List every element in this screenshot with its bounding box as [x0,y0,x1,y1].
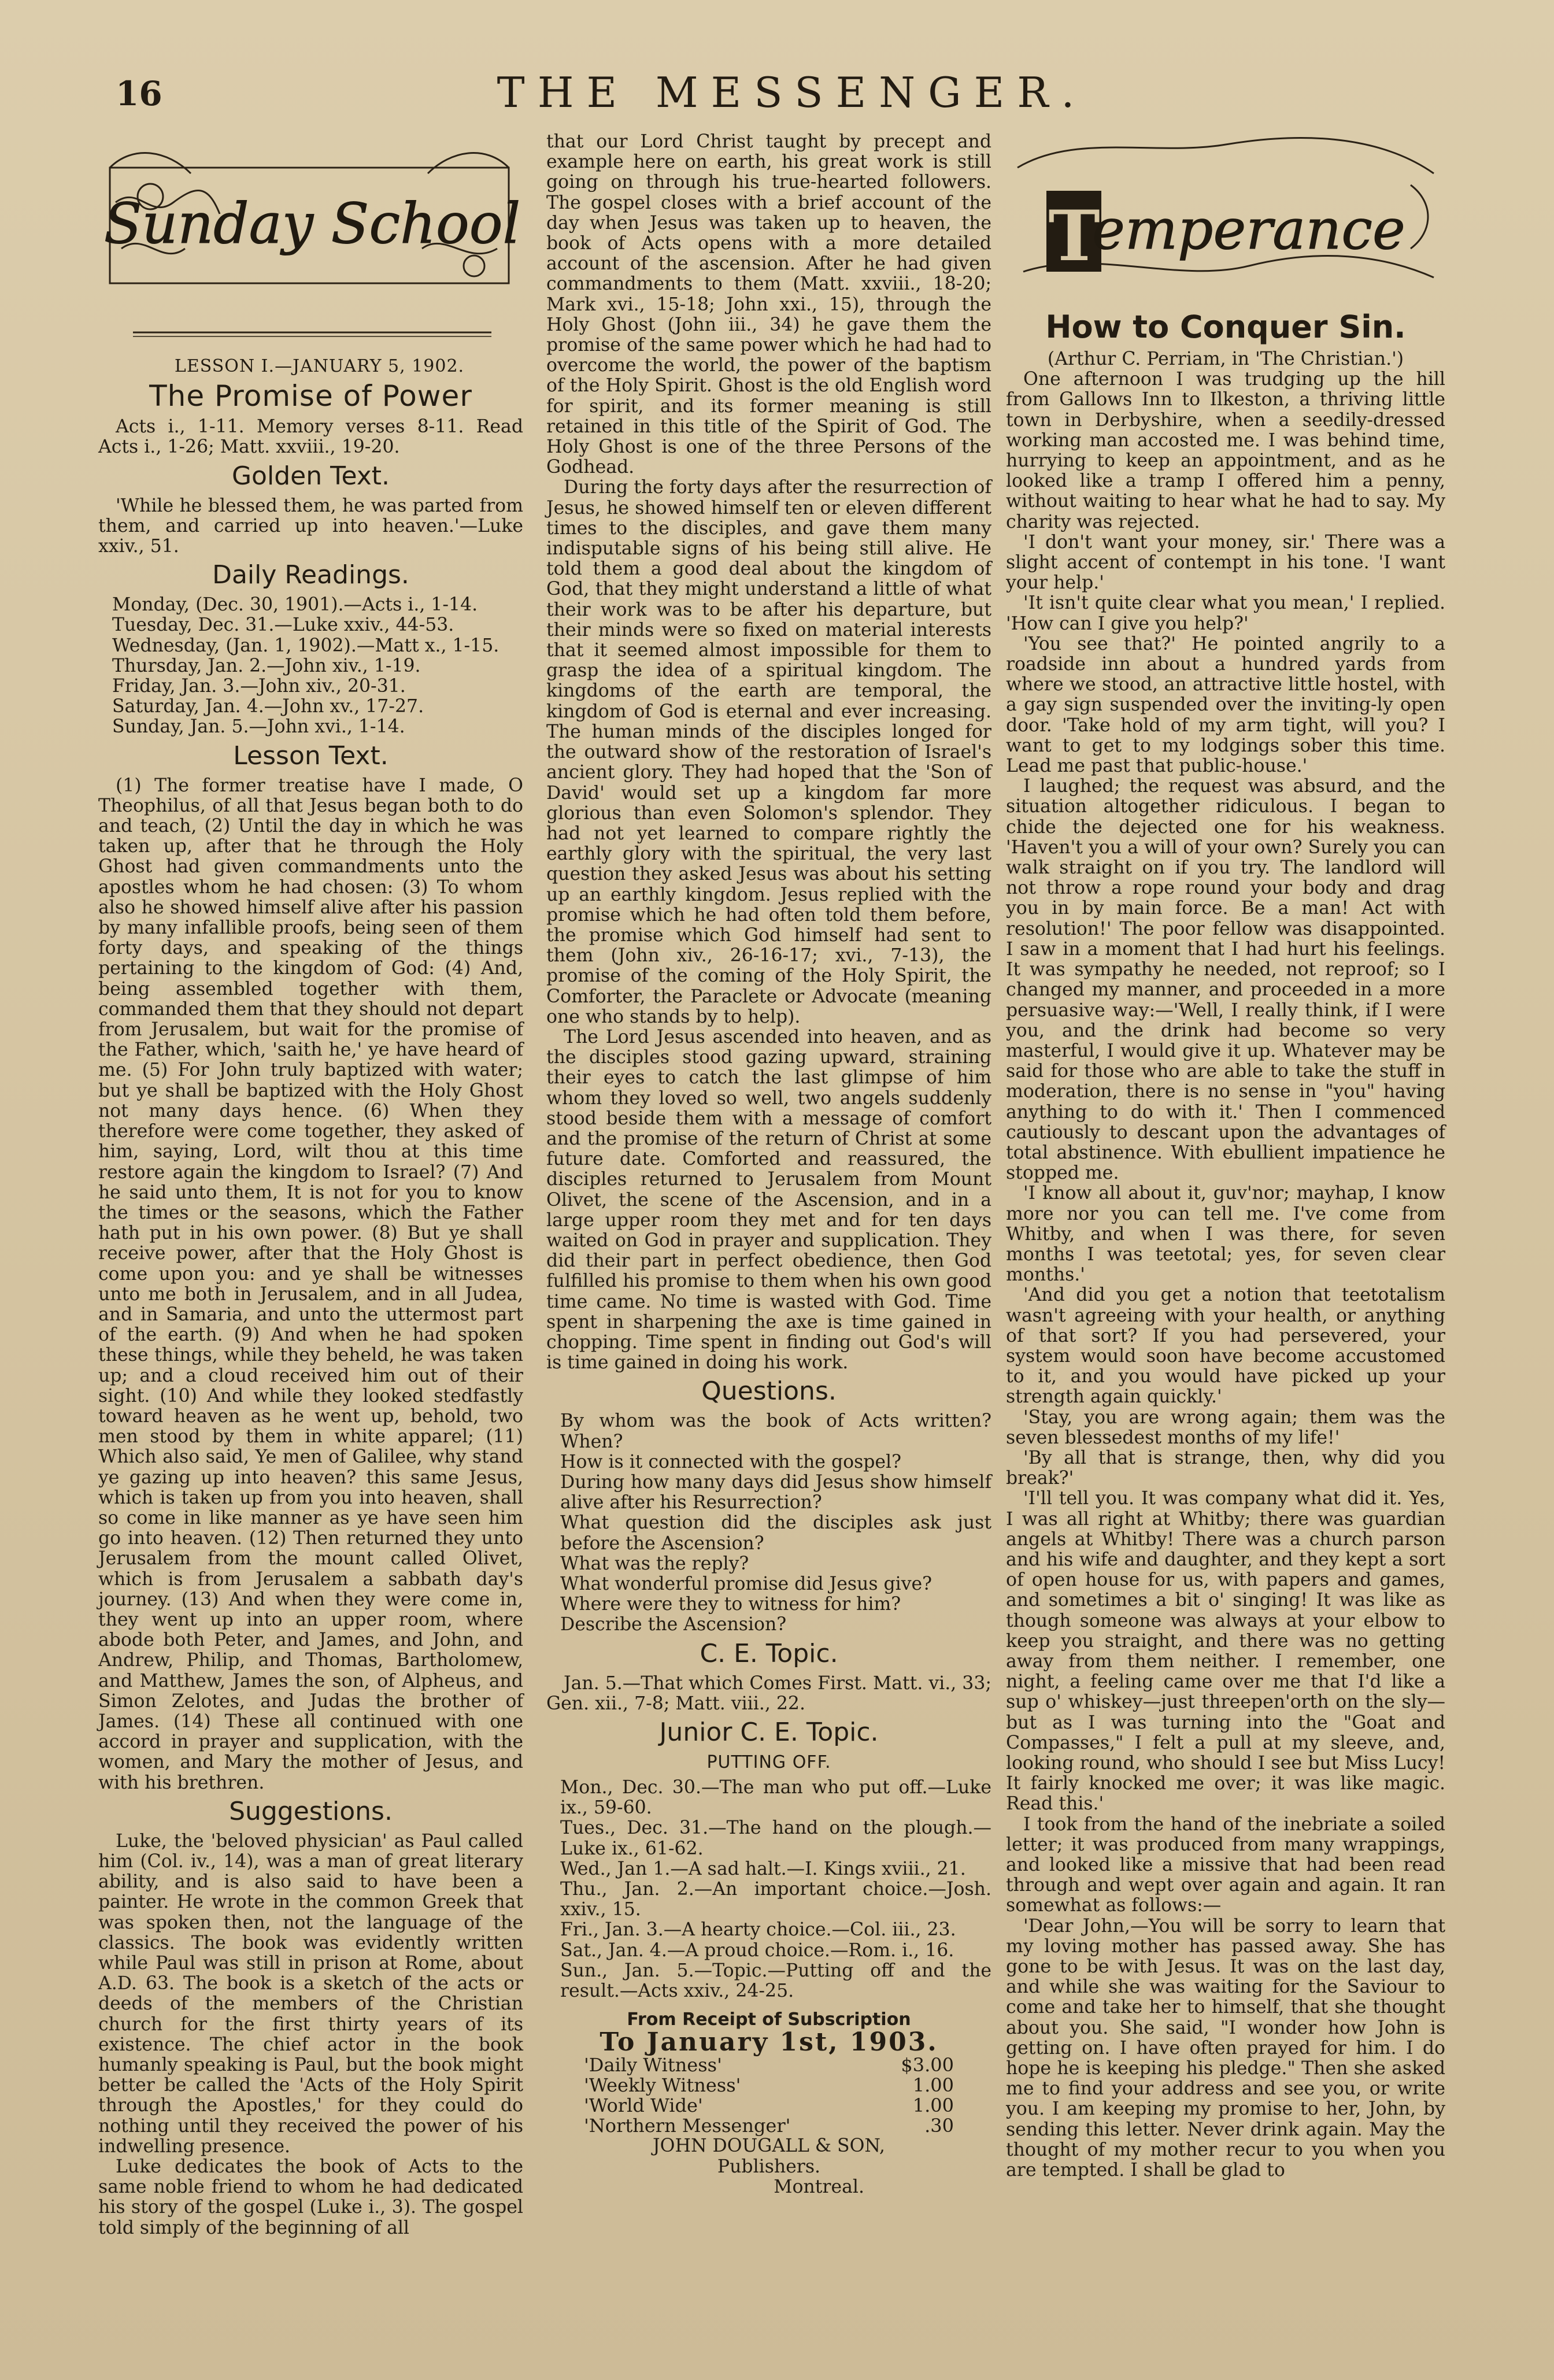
article-paragraph: 'Dear John,—You will be sorry to learn that my loving mother has passed away. She has gone to be with Jesus. It was on the last day, and while she was waiting for the Saviour to come and take her to himself, that she thought about you. She said, "I wonder how John is getting on. I have often prayed for him. I do hope he is keeping his pledge." Then she asked me to find your address and see you, or write you. I am keeping my promise to her, John, by sending this letter. Never drink again. May the thought of my mother recur to you when you are tempted. I shall be glad to [1006,1915,1445,2181]
page-number: 16 [116,74,162,113]
daily-readings-list [98,595,523,737]
subscription-date: To January 1st, 1903. [600,2027,938,2057]
price-row [584,2055,954,2075]
daily-readings-heading: Daily Readings. [212,560,409,590]
price-row [584,2075,954,2096]
price-row [584,2116,954,2136]
junior-topic-list [546,1778,991,2001]
question: What wonderful promise did Jesus give? [560,1574,933,1595]
column-temperance [1006,133,1445,2181]
junior-topic-item: Tues., Dec. 31.—The hand on the plough.—Luke ix., 61-62. [560,1818,991,1859]
question: Where were they to witness for him? [560,1594,901,1615]
article-paragraph: I laughed; the request was absurd, and the situation altogether ridiculous. I began to chide the dejected one for his weakness. 'Haven't you a will of your own? Surely you can walk straight on if you try. The landlord will not throw a rope round your body and drag you in by main force. Be a man! Act with resolution!' The poor fellow was disappointed. I saw in a moment that I had hurt his feelings. It was sympathy he needed, not reproof; so I changed my manner, and proceeded in a more persuasive way:—'Well, I really think, if I were you, and the drink had become so very masterful, I would give it up. Whatever may be said for those who are able to take the stuff in moderation, there is no sense in "you" having anything to do with it.' Then I commenced cautiously to descant upon the advantages of total abstinence. With ebullient impatience he stopped me. [1006,776,1445,1184]
junior-topic-item: Fri., Jan. 3.—A hearty choice.—Col. iii., 23. [560,1919,956,1941]
svg-text:Sunday School: Sunday School [103,191,521,256]
article-paragraph: 'By all that is strange, then, why did you break?' [1006,1447,1445,1489]
daily-reading: Thursday, Jan. 2.—John xiv., 1-19. [112,655,421,676]
publication-name: 'World Wide' [584,2094,703,2117]
article-title: How to Conquer Sin. [1045,309,1406,345]
temperance-illustration [1006,133,1445,306]
svg-text:emperance: emperance [1092,197,1405,262]
junior-topic-item: Mon., Dec. 30.—The man who put off.—Luke ix., 59-60. [560,1777,991,1819]
subscription-advert [546,2009,991,2197]
column-lesson-continued [546,132,991,2197]
article-byline: (Arthur C. Perriam, in 'The Christian.') [1047,349,1404,369]
suggestions-paragraph: Luke, the 'beloved physician' as Paul called him (Col. iv., 14), was a man of great literary ability, and is also said to have been a painter. He wrote in the common Greek that was spoken then, not the language of the classics. The book was evidently written while Paul was still in prison at Rome, about A.D. 63. The book is a sketch of the acts or deeds of the members of the Christian church for the first thirty years of its existence. The chief actor in the book humanly speaking is Paul, but the book might better be called the 'Acts of the Holy Spirit through the Apostles,' for they could do nothing until they received the power of his indwelling presence. [98,1830,523,2157]
subscription-heading: From Receipt of Subscription [627,2009,911,2030]
article-paragraph: 'I don't want your money, sir.' There was a slight accent of contempt in his tone. 'I want your help.' [1006,531,1445,594]
publisher-name: JOHN DOUGALL & SON, [653,2135,885,2157]
question: Describe the Ascension? [560,1614,787,1635]
junior-topic-item: Wed., Jan 1.—A sad halt.—I. Kings xviii., 21. [560,1858,966,1879]
article-paragraph: One afternoon I was trudging up the hill from Gallows Inn to Ilkeston, a thriving little town in Derbyshire, when a seedily-dressed working man accosted me. I was behind time, hurrying to keep an appointment, and as he looked like a tramp I offered him a penny, without waiting to hear what he had to say. My charity was rejected. [1006,369,1445,532]
lesson-refs: Acts i., 1-11. Memory verses 8-11. Read Acts i., 1-26; Matt. xxviii., 19-20. [98,416,523,458]
price-row [584,2096,954,2116]
body-paragraph: The Lord Jesus ascended into heaven, and as the disciples stood gazing upward, straining their eyes to catch the last glimpse of him whom they loved so well, two angels suddenly stood beside them with a message of comfort and the promise of the return of Christ at some future date. Comforted and reassured, the disciples returned to Jerusalem from Mount Olivet, the scene of the Ascension, and in a large upper room they met and for ten days waited on God in prayer and supplication. They did their part in perfect obedience, then God fulfilled his promise to them when his own good time came. No time is wasted with God. Time spent in sharpening the axe is time gained in chopping. Time spent in finding out God's will is time gained in doing his work. [546,1026,991,1374]
publication-price: 1.00 [912,2094,954,2117]
column-sunday-school [98,133,523,2238]
question: What was the reply? [560,1553,749,1574]
publisher-city: Montreal. [774,2176,864,2197]
publication-name: 'Northern Messenger' [584,2115,791,2137]
daily-reading: Tuesday, Dec. 31.—Luke xxiv., 44-53. [112,615,454,636]
article-paragraph: 'It isn't quite clear what you mean,' I replied. 'How can I give you help?' [1006,593,1445,634]
body-paragraph: During the forty days after the resurrection of Jesus, he showed himself ten or eleven different times to the disciples, and gave them many indisputable signs of his being still alive. He told them a good deal about the kingdom of God, that they might understand a little of what their work was to be after his departure, but their minds were so fixed on material interests that it seemed almost impossible for them to grasp the idea of a spiritual kingdom. The kingdoms of the earth are temporal, the kingdom of God is eternal and ever increasing. The human minds of the disciples longed for the outward show of the restoration of Israel's ancient glory. They had hoped that the 'Son of David' would set up a kingdom far more glorious than even Solomon's splendor. They had not yet learned to compare rightly the earthly glory with the spiritual, the very last question they asked Jesus was about his setting up an earthly kingdom. Jesus replied with the promise which he had often told them before, the promise which God himself had sent to them (John xiv., 26-16-17; xvi., 7-13), the promise of the coming of the Holy Spirit, the Comforter, the Paraclete or Advocate (meaning one who stands by to help). [546,477,991,1027]
publication-price: 1.00 [912,2074,954,2096]
junior-ce-subheading: PUTTING OFF. [706,1752,831,1773]
junior-topic-item: Sat., Jan. 4.—A proud choice.—Rom. i., 16. [560,1939,954,1961]
lesson-title: The Promise of Power [149,379,472,413]
junior-topic-item: Sun., Jan. 5.—Topic.—Putting off and the result.—Acts xxiv., 24-25. [560,1960,991,2002]
article-paragraph: 'You see that?' He pointed angrily to a roadside inn about a hundred yards from where we stood, an attractive little hostel, with a gay sign suspended over the inviting-ly open door. 'Take hold of my arm tight, will you? I want to get to my lodgings sober this time. Lead me past that public-house.' [1006,633,1445,777]
sunday-school-illustration [98,133,523,353]
article-paragraph: 'And did you get a notion that teetotalism wasn't agreeing with your health, or anything of that sort? If you had persevered, your system would soon have become accustomed to it, and you would have picked up your strength again quickly.' [1006,1285,1445,1408]
publication-name: 'Daily Witness' [584,2053,722,2076]
question: How is it connected with the gospel? [560,1451,902,1472]
daily-reading: Sunday, Jan. 5.—John xvi., 1-14. [112,716,405,738]
questions-heading: Questions. [701,1376,837,1406]
temperance-banner [1006,133,1445,306]
questions-list [546,1411,991,1635]
golden-text-heading: Golden Text. [231,461,390,491]
masthead: THE MESSENGER. [497,68,1087,117]
body-paragraph: that our Lord Christ taught by precept and example here on earth, his great work is still going on through his true-hearted followers. The gospel closes with a brief account of the day when Jesus was taken up to heaven, the book of Acts opens with a more detailed account of the ascension. After he had given commandments to them (Matt. xxviii., 18-20; Mark xvi., 15-18; John xxi., 15), through the Holy Ghost (John iii., 34) he gave them the promise of the same power which he had had to overcome the world, the power of the baptism of the Holy Spirit. Ghost is the old English word for spirit, and its former meaning is still retained in this title of the Spirit of God. The Holy Ghost is one of the three Persons of the Godhead. [546,131,991,478]
publishers-label: Publishers. [717,2156,821,2177]
suggestions-paragraph: Luke dedicates the book of Acts to the same noble friend to whom he had dedicated his story of the gospel (Luke i., 3). The gospel told simply of the beginning of all [98,2156,523,2238]
svg-text:T: T [1048,195,1100,277]
ce-topic-text: Jan. 5.—That which Comes First. Matt. vi., 33; Gen. xii., 7-8; Matt. viii., 22. [546,1672,991,1714]
publication-name: 'Weekly Witness' [584,2074,741,2096]
daily-reading: Saturday, Jan. 4.—John xv., 17-27. [112,696,424,717]
junior-ce-heading: Junior C. E. Topic. [659,1718,879,1748]
publication-price: $3.00 [901,2053,954,2076]
daily-reading: Wednesday, (Jan. 1, 1902).—Matt x., 1-15. [112,635,500,656]
question: During how many days did Jesus show himself alive after his Resurrection? [560,1472,991,1513]
article-paragraph: 'Stay, you are wrong again; them was the seven blessedest months of my life!' [1006,1406,1445,1448]
daily-reading: Monday, (Dec. 30, 1901).—Acts i., 1-14. [112,594,478,616]
question: By whom was the book of Acts written? When? [560,1411,991,1452]
lesson-text: (1) The former treatise have I made, O Theophilus, of all that Jesus began both to do and teach, (2) Until the day in which he was taken up, after that he through the Holy Ghost had given commandments unto the apostles whom he had chosen: (3) To whom also he showed himself alive after his passion by many infallible proofs, being seen of them forty days, and speaking of the things pertaining to the kingdom of God: (4) And, being assembled together with them, commanded them that they should not depart from Jerusalem, but wait for the promise of the Father, which, 'saith he,' ye have heard of me. (5) For John truly baptized with water; but ye shall be baptized with the Holy Ghost not many days hence. (6) When they therefore were come together, they asked of him, saying, Lord, wilt thou at this time restore again the kingdom to Israel? (7) And he said unto them, It is not for you to know the times or the seasons, which the Father hath put in his own power. (8) But ye shall receive power, after that the Holy Ghost is come upon you: and ye shall be witnesses unto me both in Jerusalem, and in all Judea, and in Samaria, and unto the uttermost part of the earth. (9) And when he had spoken these things, while they beheld, he was taken up; and a cloud received him out of their sight. (10) And while they looked stedfastly toward heaven as he went up, behold, two men stood by them in white apparel; (11) Which also said, Ye men of Galilee, why stand ye gazing up into heaven? this same Jesus, which is taken up from you into heaven, shall so come in like manner as ye have seen him go into heaven. (12) Then returned they unto Jerusalem from the mount called Olivet, which is from Jerusalem a sabbath day's journey. (13) And when they were come in, they went up into an upper room, where abode both Peter, and James, and John, and Andrew, Philip, and Thomas, Bartholomew, and Matthew, James the son, of Alpheus, and Simon Zelotes, and Judas the brother of James. (14) These all continued with one accord in prayer and supplication, with the women, and Mary the mother of Jesus, and with his brethren. [98,775,523,1793]
question: What question did the disciples ask just before the Ascension? [560,1512,991,1554]
daily-reading: Friday, Jan. 3.—John xiv., 20-31. [112,676,406,697]
golden-text: 'While he blessed them, he was parted from them, and carried up into heaven.'—Luke xxiv., 51. [98,495,523,557]
lesson-date: LESSON I.—JANUARY 5, 1902. [174,356,465,376]
ce-topic-heading: C. E. Topic. [700,1638,838,1668]
lesson-text-heading: Lesson Text. [233,741,388,771]
junior-topic-item: Thu., Jan. 2.—An important choice.—Josh. xxiv., 15. [560,1879,991,1920]
sunday-school-banner [98,133,523,353]
suggestions-heading: Suggestions. [229,1796,393,1826]
article-paragraph: I took from the hand of the inebriate a soiled letter; it was produced from many wrappings, and looked like a missive that had been read through and wept over again and again. It ran somewhat as follows:— [1006,1813,1445,1916]
article-paragraph: 'I'll tell you. It was company what did it. Yes, I was all right at Whitby; there was guardian angels at Whitby! There was a church parson and his wife and daughter, and they kept a sort of open house for us, with papers and games, and sometimes a bit o' singing! It was like as though someone was always at your elbow to keep you straight, and there was no getting away from them neither. I remember, one night, a feeling came over me that I'd like a sup o' whiskey—just threepen'orth on the sly—but as I was turning into the "Goat and Compasses," I felt a pull at my sleeve, and, looking round, who should I see but Miss Lucy! It fairly knocked me over; it was like magic. Read this.' [1006,1488,1445,1815]
article-paragraph: 'I know all about it, guv'nor; mayhap, I know more nor you can tell me. I've come from Whitby, and when I was there, for seven months I was teetotal; yes, for seven clear months.' [1006,1183,1445,1286]
publication-price: .30 [924,2115,954,2137]
